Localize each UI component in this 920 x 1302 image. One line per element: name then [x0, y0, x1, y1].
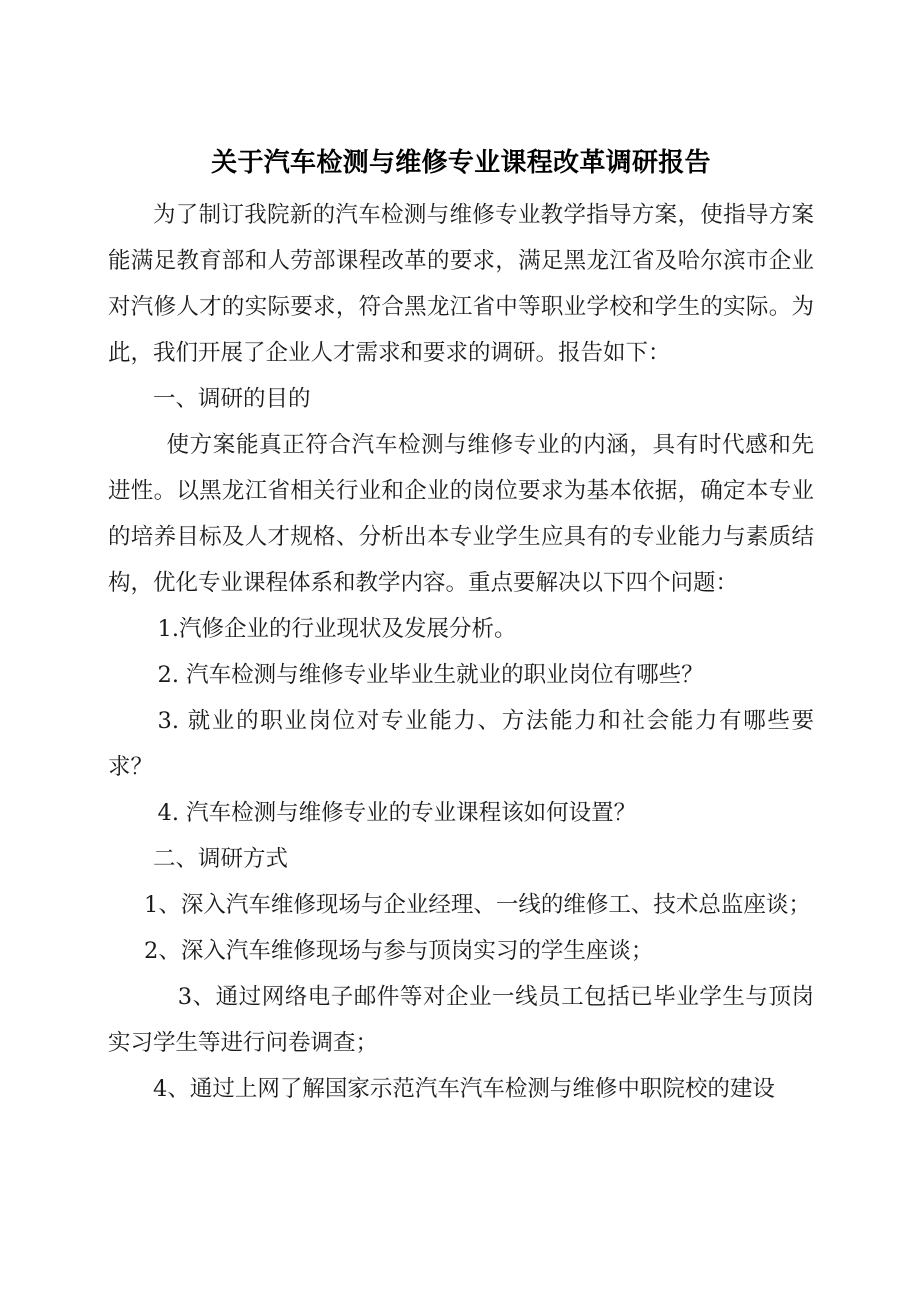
document-text-flow: [108, 192, 814, 1112]
section-2-item-1: 1、深入汽车维修现场与企业经理、一线的维修工、技术总监座谈；: [144, 892, 811, 918]
page-title: 关于汽车检测与维修专业课程改革调研报告: [211, 148, 711, 178]
section-2-item-2: 2、深入汽车维修现场与参与顶岗实习的学生座谈；: [144, 938, 654, 964]
section-heading-2: 二、调研方式: [153, 846, 289, 872]
section-1-item-1: 1.汽修企业的行业现状及发展分析。: [157, 616, 517, 642]
section-heading-1: 一、调研的目的: [153, 386, 311, 412]
intro-paragraph: 为了制订我院新的汽车检测与维修专业教学指导方案，使指导方案能满足教育部和人劳部课程改革的要求，满足黑龙江省及哈尔滨市企业对汽修人才的实际要求，符合黑龙江省中等职业学校和学生的实际。为此，我们开展了企业人才需求和要求的调研。报告如下：: [108, 202, 814, 366]
section-1-body-paragraph: 使方案能真正符合汽车检测与维修专业的内涵，具有时代感和先进性。以黑龙江省相关行业和企业的岗位要求为基本依据，确定本专业的培养目标及人才规格、分析出本专业学生应具有的专业能力与素质结构，优化专业课程体系和教学内容。重点要解决以下四个问题：: [108, 432, 814, 596]
section-1-item-3: 3. 就业的职业岗位对专业能力、方法能力和社会能力有哪些要求？: [108, 708, 814, 780]
section-1-item-2: 2. 汽车检测与维修专业毕业生就业的职业岗位有哪些？: [157, 662, 704, 688]
section-2-item-3: 3、通过网络电子邮件等对企业一线员工包括已毕业学生与顶岗实习学生等进行问卷调查；: [108, 984, 814, 1056]
section-1-item-4: 4. 汽车检测与维修专业的专业课程该如何设置？: [157, 800, 637, 826]
section-2-item-4: 4、通过上网了解国家示范汽车汽车检测与维修中职院校的建设: [153, 1076, 775, 1102]
